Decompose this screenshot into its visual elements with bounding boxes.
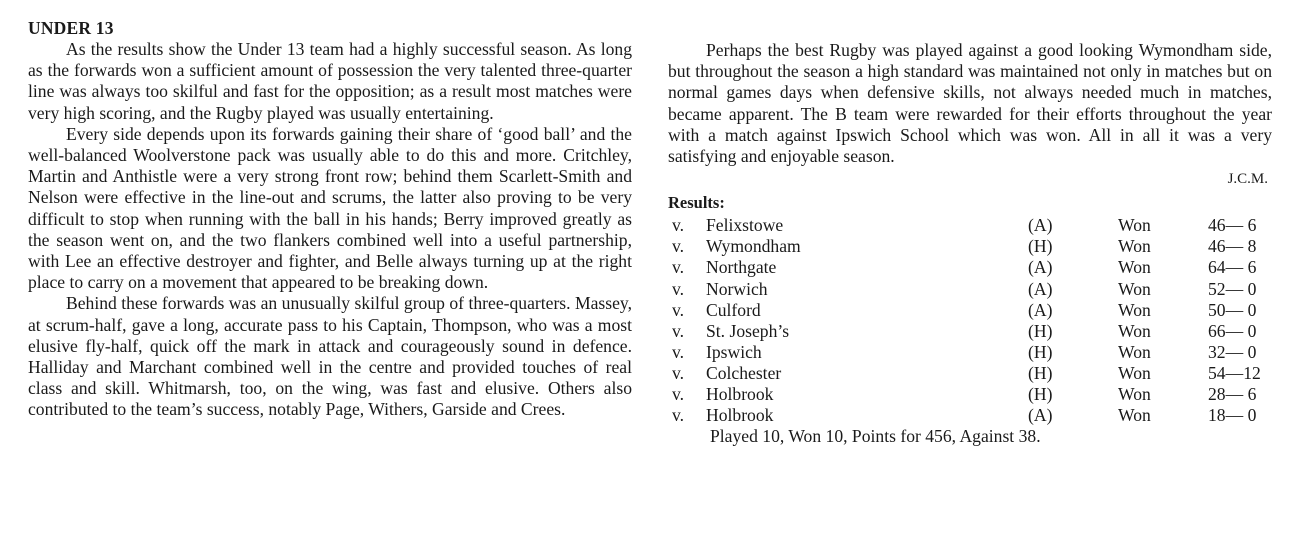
venue: (H) [1028,341,1053,362]
versus-label: v. [672,278,685,299]
match-score: 64— 6 [1208,257,1257,278]
opponent-name: Colchester [706,362,782,383]
match-outcome: Won [1118,341,1151,362]
match-outcome: Won [1118,362,1151,383]
section-heading: UNDER 13 [28,18,114,38]
versus-label: v. [672,341,685,362]
opponent-name: Culford [706,299,761,320]
match-outcome: Won [1118,320,1151,341]
venue: (H) [1028,320,1053,341]
left-column [28,18,632,421]
paragraph-season-summary: As the results show the Under 13 team had a highly successful season. As long as the forwards won a sufficient amount of possession the very talented three-quarter line was always too skilful and fast for the opposition; as a result most matches were very high scoring, and the Rugby played was usually entertaining. [28,39,632,123]
opponent-name: St. Joseph’s [706,320,790,341]
match-score: 18— 0 [1208,405,1257,426]
result-row [668,405,1272,426]
match-score: 54—12 [1208,362,1261,383]
versus-label: v. [672,383,685,404]
opponent-name: Wymondham [706,236,801,257]
match-outcome: Won [1118,383,1151,404]
author-initials: J.C.M. [1227,171,1268,188]
match-score: 52— 0 [1208,278,1257,299]
match-score: 28— 6 [1208,383,1257,404]
opponent-name: Holbrook [706,383,774,404]
match-outcome: Won [1118,278,1151,299]
result-row [668,363,1272,384]
versus-label: v. [672,320,685,341]
opponent-name: Holbrook [706,405,774,426]
match-score: 46— 8 [1208,236,1257,257]
right-column [668,40,1272,447]
result-row [668,384,1272,405]
match-score: 66— 0 [1208,320,1257,341]
venue: (H) [1028,383,1053,404]
venue: (A) [1028,215,1053,236]
results-table [668,215,1272,426]
venue: (A) [1028,405,1053,426]
match-outcome: Won [1118,215,1151,236]
match-score: 50— 0 [1208,299,1257,320]
result-row [668,300,1272,321]
versus-label: v. [672,215,685,236]
venue: (H) [1028,362,1053,383]
match-score: 32— 0 [1208,341,1257,362]
match-outcome: Won [1118,257,1151,278]
opponent-name: Ipswich [706,341,762,362]
venue: (A) [1028,299,1053,320]
versus-label: v. [672,362,685,383]
match-score: 46— 6 [1208,215,1257,236]
result-row [668,321,1272,342]
paragraph-three-quarters: Behind these forwards was an unusually skilful group of three-quarters. Massey, at scrum-half, gave a long, accurate pass to his Captain, Thompson, who was a most elusive fly-half, quick off the mark in attack and courageously sound in defence. Halliday and Marchant combined well in the centre and provided touches of real class and skill. Whitmarsh, too, on the wing, was fast and elusive. Others also contributed to the team’s success, notably Page, Withers, Garside and Crees. [28,293,632,420]
match-outcome: Won [1118,236,1151,257]
venue: (A) [1028,278,1053,299]
versus-label: v. [672,299,685,320]
paragraph-forwards: Every side depends upon its forwards gaining their share of ‘good ball’ and the well-balanced Woolverstone pack was usually able to do this and more. Critchley, Martin and Anthistle were a very strong front row; behind them Scarlett-Smith and Nelson were effective in the line-out and scrums, the latter also proving to be very difficult to stop when running with the ball in his hands; Berry improved greatly as the season went on, and the two flankers combined well into a useful partnership, with Lee an effective destroyer and fighter, and Belle always turning up at the right place to carry on a movement that appeared to be breaking down. [28,123,632,293]
versus-label: v. [672,405,685,426]
opponent-name: Felixstowe [706,215,784,236]
results-heading: Results: [668,193,725,213]
result-row [668,342,1272,363]
venue: (A) [1028,257,1053,278]
match-outcome: Won [1118,405,1151,426]
season-record-summary: Played 10, Won 10, Points for 456, Against 38. [710,426,1041,447]
result-row [668,236,1272,257]
result-row [668,257,1272,278]
match-outcome: Won [1118,299,1151,320]
opponent-name: Norwich [706,278,768,299]
paragraph-best-rugby: Perhaps the best Rugby was played against a good looking Wymondham side, but throughout the season a high standard was maintained not only in matches but on normal games days when defensive skills, not always needed much in matches, became apparent. The B team were rewarded for their efforts throughout the year with a match against Ipswich School which was won. All in all it was a very satisfying and enjoyable season. [668,40,1272,167]
result-row [668,279,1272,300]
result-row [668,215,1272,236]
versus-label: v. [672,257,685,278]
versus-label: v. [672,236,685,257]
venue: (H) [1028,236,1053,257]
opponent-name: Northgate [706,257,777,278]
